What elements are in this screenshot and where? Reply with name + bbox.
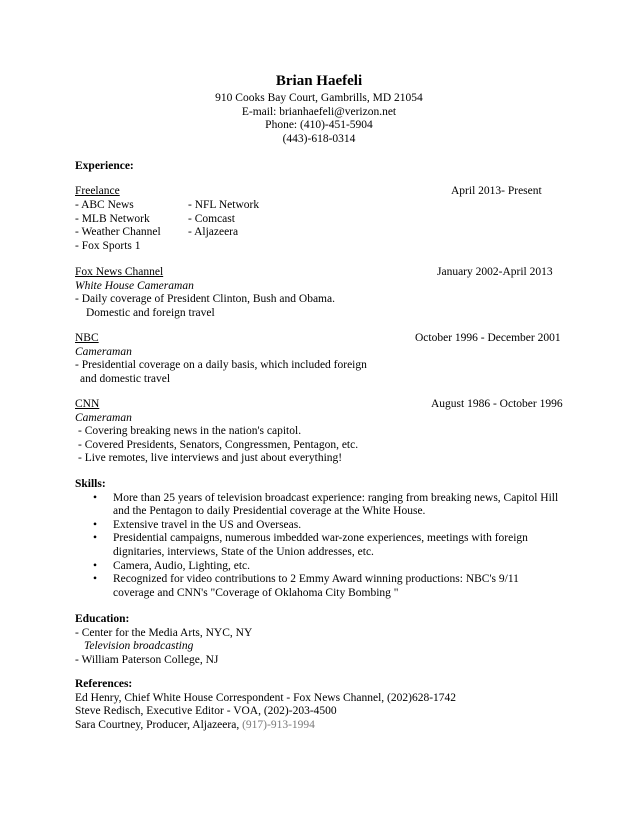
freelance-title: Freelance: [75, 185, 120, 197]
freelance-col2: [188, 199, 259, 253]
references-heading: References:: [75, 678, 133, 690]
bullet-icon: •: [93, 518, 98, 531]
client-item: - ABC News: [75, 199, 134, 211]
cnn-title: CNN: [75, 398, 100, 410]
skills-list: [75, 492, 575, 601]
cnn-dates: August 1986 - October 1996: [431, 398, 563, 410]
reference-entry: Steve Redisch, Executive Editor - VOA, (202)-203-4500: [75, 705, 337, 718]
fox-role: White House Cameraman: [75, 279, 194, 292]
freelance-clients: [75, 199, 259, 253]
cnn-line: - Covering breaking news in the nation's capitol.: [78, 425, 302, 438]
client-item: - Comcast: [188, 212, 235, 225]
fox-line: Domestic and foreign travel: [86, 306, 215, 319]
education-line: - Center for the Media Arts, NYC, NY: [75, 626, 253, 639]
experience-heading: Experience:: [75, 160, 134, 172]
reference-entry: Ed Henry, Chief White House Correspondent - Fox News Channel, (202)628-1742: [75, 691, 457, 704]
education-heading: Education:: [75, 613, 130, 625]
nbc-title: NBC: [75, 332, 99, 344]
client-item: - Fox Sports 1: [75, 239, 141, 252]
skill-item: • Camera, Audio, Lighting, etc.: [93, 559, 251, 572]
phone: Phone: (410)-451-5904: [265, 119, 373, 132]
nbc-line: and domestic travel: [80, 372, 171, 385]
reference-phone: (917)-913-1994: [242, 718, 315, 731]
candidate-name: Brian Haefeli: [275, 73, 363, 89]
bullet-icon: •: [93, 559, 98, 572]
education-program: Television broadcasting: [84, 640, 194, 653]
cnn-line: - Covered Presidents, Senators, Congressmen, Pentagon, etc.: [78, 438, 359, 451]
skills-heading: Skills:: [75, 478, 106, 490]
nbc-line: - Presidential coverage on a daily basis, which included foreign: [75, 359, 367, 372]
education-line: - William Paterson College, NJ: [75, 653, 219, 666]
reference-entry: Sara Courtney, Producer, Aljazeera, (917)-913-1994: [75, 718, 315, 731]
nbc-role: Cameraman: [75, 345, 132, 358]
nbc-dates: October 1996 - December 2001: [415, 332, 561, 344]
cnn-role: Cameraman: [75, 411, 132, 424]
bullet-icon: •: [93, 573, 98, 586]
address: 910 Cooks Bay Court, Gambrills, MD 21054: [215, 92, 423, 104]
fox-line: - Daily coverage of President Clinton, Bush and Obama.: [75, 293, 335, 306]
skill-item: • Extensive travel in the US and Overseas.: [93, 518, 302, 531]
client-item: - NFL Network: [188, 199, 260, 211]
phone-secondary: (443)-618-0314: [282, 132, 356, 145]
freelance-col1: [75, 199, 188, 253]
client-item: - MLB Network: [75, 212, 150, 225]
skill-item: • More than 25 years of television broadcast experience: ranging from breaking news, Capitol Hill and the Pentagon to daily Presidential coverage at the White House.: [93, 491, 559, 518]
fox-title: Fox News Channel: [75, 266, 164, 278]
client-item: - Weather Channel: [75, 226, 161, 239]
client-item: - Aljazeera: [188, 226, 239, 239]
bullet-icon: •: [93, 491, 98, 504]
skill-item: • Recognized for video contributions to 2 Emmy Award winning productions: NBC's 9/11 coverage and CNN's "Coverage of Oklahoma City Bombing ": [93, 573, 519, 599]
email: E-mail: brianhaefeli@verizon.net: [241, 105, 397, 118]
cnn-line: - Live remotes, live interviews and just about everything!: [78, 452, 343, 465]
bullet-icon: •: [93, 532, 98, 545]
skill-item: • Presidential campaigns, numerous imbedded war-zone experiences, meetings with foreign dignitaries, interviews, State of the Union addresses, etc.: [93, 532, 528, 558]
fox-dates: January 2002-April 2013: [437, 266, 553, 278]
freelance-dates: April 2013- Present: [451, 185, 542, 197]
